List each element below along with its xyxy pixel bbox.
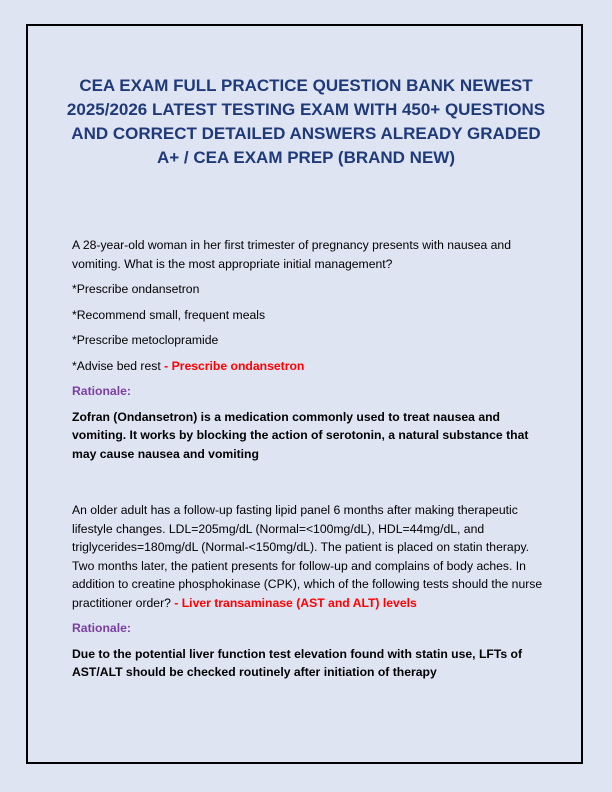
question-stem: An older adult has a follow-up fasting lipid panel 6 months after making therapeutic lifestyle changes. LDL=205mg/dL (Normal=<100mg/dL), HDL=44mg/dL, and triglycerides=180mg/dL (Normal-<150mg/dL). The patient is placed on statin therapy. Two months later, the patient presents for follow-up and complains of body aches. In addition to creatine phosphokinase (CPK), which of the following tests should the nurse practitioner order? bbox=[72, 503, 543, 610]
correct-answer: - Liver transaminase (AST and ALT) levels bbox=[170, 595, 417, 610]
answer-option: *Advise bed rest bbox=[72, 358, 161, 373]
section-spacer bbox=[72, 463, 550, 501]
correct-answer: - Prescribe ondansetron bbox=[160, 358, 305, 373]
question-stem-with-answer bbox=[72, 501, 550, 612]
answer-option: *Prescribe metoclopramide bbox=[72, 333, 219, 347]
document-title: CEA EXAM FULL PRACTICE QUESTION BANK NEWEST 2025/2026 LATEST TESTING EXAM WITH 450+ QUESTIONS AND CORRECT DETAILED ANSWERS ALREADY GRADED A+ / CEA EXAM PREP (BRAND NEW) bbox=[66, 76, 546, 167]
rationale-label: Rationale: bbox=[72, 621, 131, 635]
rationale-text: Due to the potential liver function test elevation found with statin use, LFTs of AST/ALT should be checked routinely after initiation of therapy bbox=[72, 646, 523, 679]
answer-option-with-answer bbox=[72, 357, 550, 376]
rationale-label: Rationale: bbox=[72, 384, 131, 398]
question-stem: A 28-year-old woman in her first trimester of pregnancy presents with nausea and vomiting. What is the most appropriate initial management? bbox=[72, 238, 511, 271]
question-content bbox=[72, 236, 550, 682]
question-block bbox=[72, 236, 550, 463]
question-block bbox=[72, 501, 550, 682]
rationale-text: Zofran (Ondansetron) is a medication commonly used to treat nausea and vomiting. It works by blocking the action of serotonin, a natural substance that may cause nausea and vomiting bbox=[72, 409, 529, 461]
answer-option: *Recommend small, frequent meals bbox=[72, 307, 266, 322]
answer-option: *Prescribe ondansetron bbox=[72, 282, 200, 296]
